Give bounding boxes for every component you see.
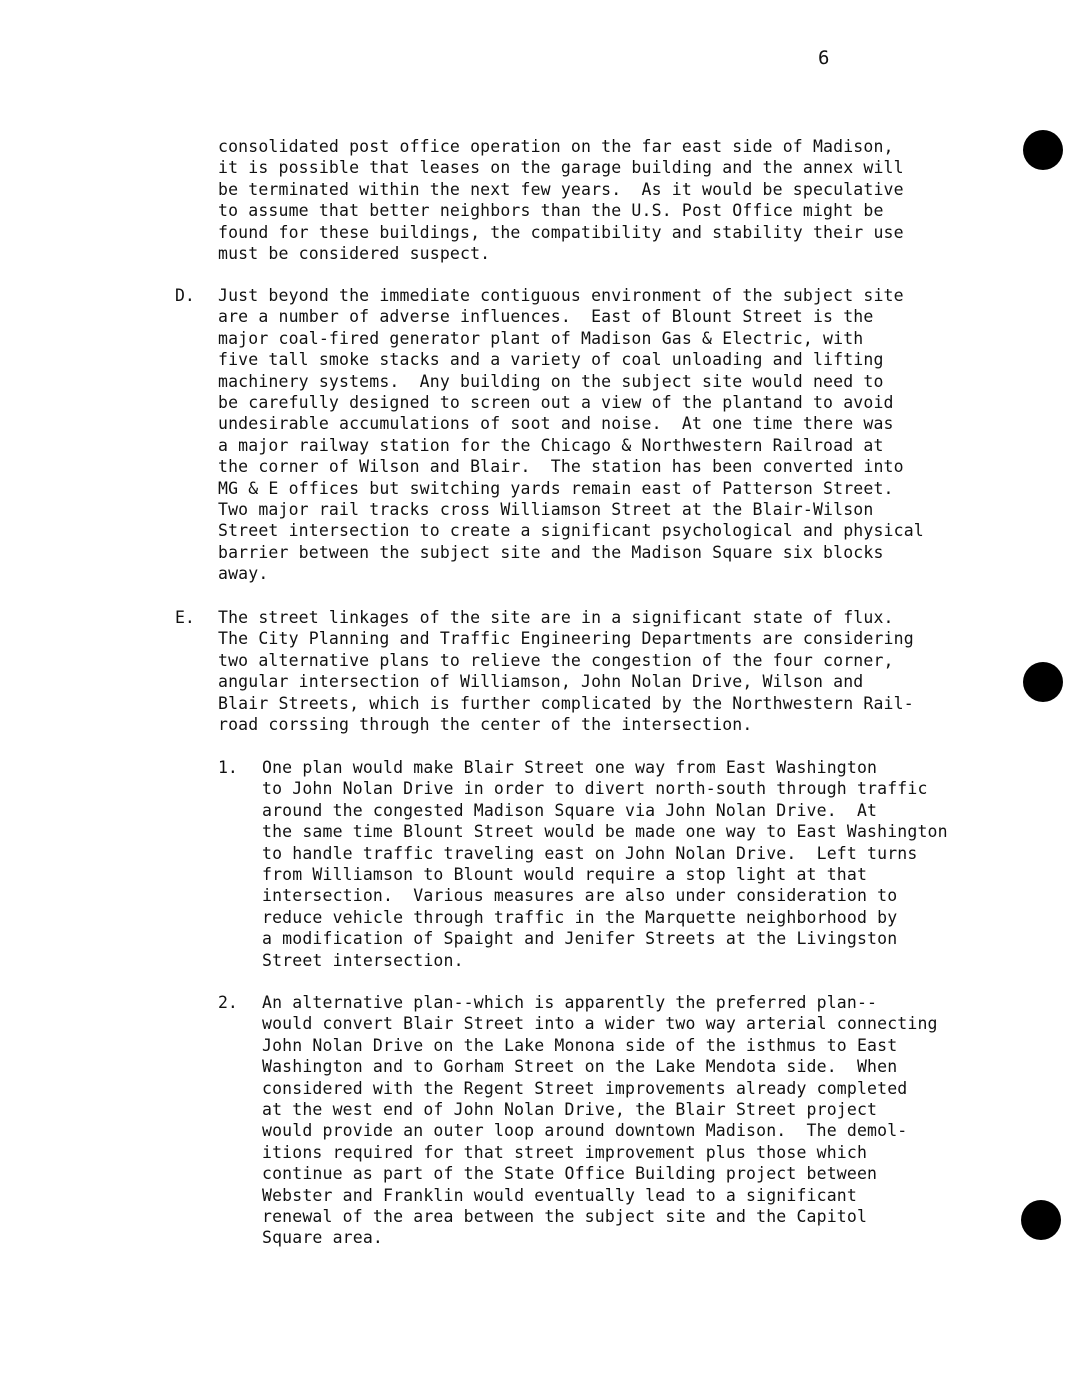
item-1-marker: 1. [218,758,238,777]
item-2-marker: 2. [218,993,238,1012]
item-1-text: One plan would make Blair Street one way from East Washington to John Nolan Drive in order to divert north-south through traffic around the congested Madison Square via John Nolan Drive. At the same time Blount Street would be made one way to East Washington to handle traffic traveling east on John Nolan Drive. Left turns from Williamson to Blount would require a stop light at that intersection. Various measures are also under consideration to reduce vehicle through traffic in the Marquette neighborhood by a modification of Spaight and Jenifer Streets at the Livingston Street intersection. [262,758,948,970]
item-2-text: An alternative plan--which is apparently the preferred plan-- would convert Blair Street into a wider two way arterial connecting John Nolan Drive on the Lake Monona side of the isthmus to East Washington and to Gorham Street on the Lake Mendota side. When considered with the Regent Street improvements already completed at the west end of John Nolan Drive, the Blair Street project would provide an outer loop around downtown Madison. The demol- itions required for that street improvement plus those which continue as part of the State Office Building project between Webster and Franklin would eventually lead to a significant renewal of the area between the subject site and the Capitol Square area. [262,993,938,1248]
section-e-text: The street linkages of the site are in a significant state of flux. The City Planning and Traffic Engineering Departments are considering two alternative plans to relieve the congestion of the four corner, angular intersection of Williamson, John Nolan Drive, Wilson and Blair Streets, which is further complicated by the Northwestern Rail- road corssing through the center of the intersection. [218,608,914,735]
section-e-marker: E. [175,608,195,627]
section-d-text: Just beyond the immediate contiguous environment of the subject site are a number of adverse influences. East of Blount Street is the major coal-fired generator plant of Madison Gas & Electric, with five tall smoke stacks and a variety of coal unloading and lifting machinery systems. Any building on the subject site would need to be carefully designed to screen out a view of the plantand to avoid undesirable accumulations of soot and noise. At one time there was a major railway station for the Chicago & Northwestern Railroad at the corner of Wilson and Blair. The station has been converted into MG & E offices but switching yards remain east of Patterson Street. Two major rail tracks cross Williamson Street at the Blair-Wilson Street intersection to create a significant psychological and physical barrier between the subject site and the Madison Square six blocks away. [218,286,924,584]
page-number: 6 [818,47,830,69]
paragraph-intro: consolidated post office operation on the far east side of Madison, it is possible that leases on the garage building and the annex will be terminated within the next few years. As it would be speculative to assume that better neighbors than the U.S. Post Office might be found for these buildings, the compatibility and stability their use must be considered suspect. [218,137,904,264]
punch-hole [1021,1200,1061,1240]
punch-hole [1023,662,1063,702]
punch-hole [1023,130,1063,170]
section-d-marker: D. [175,286,195,305]
